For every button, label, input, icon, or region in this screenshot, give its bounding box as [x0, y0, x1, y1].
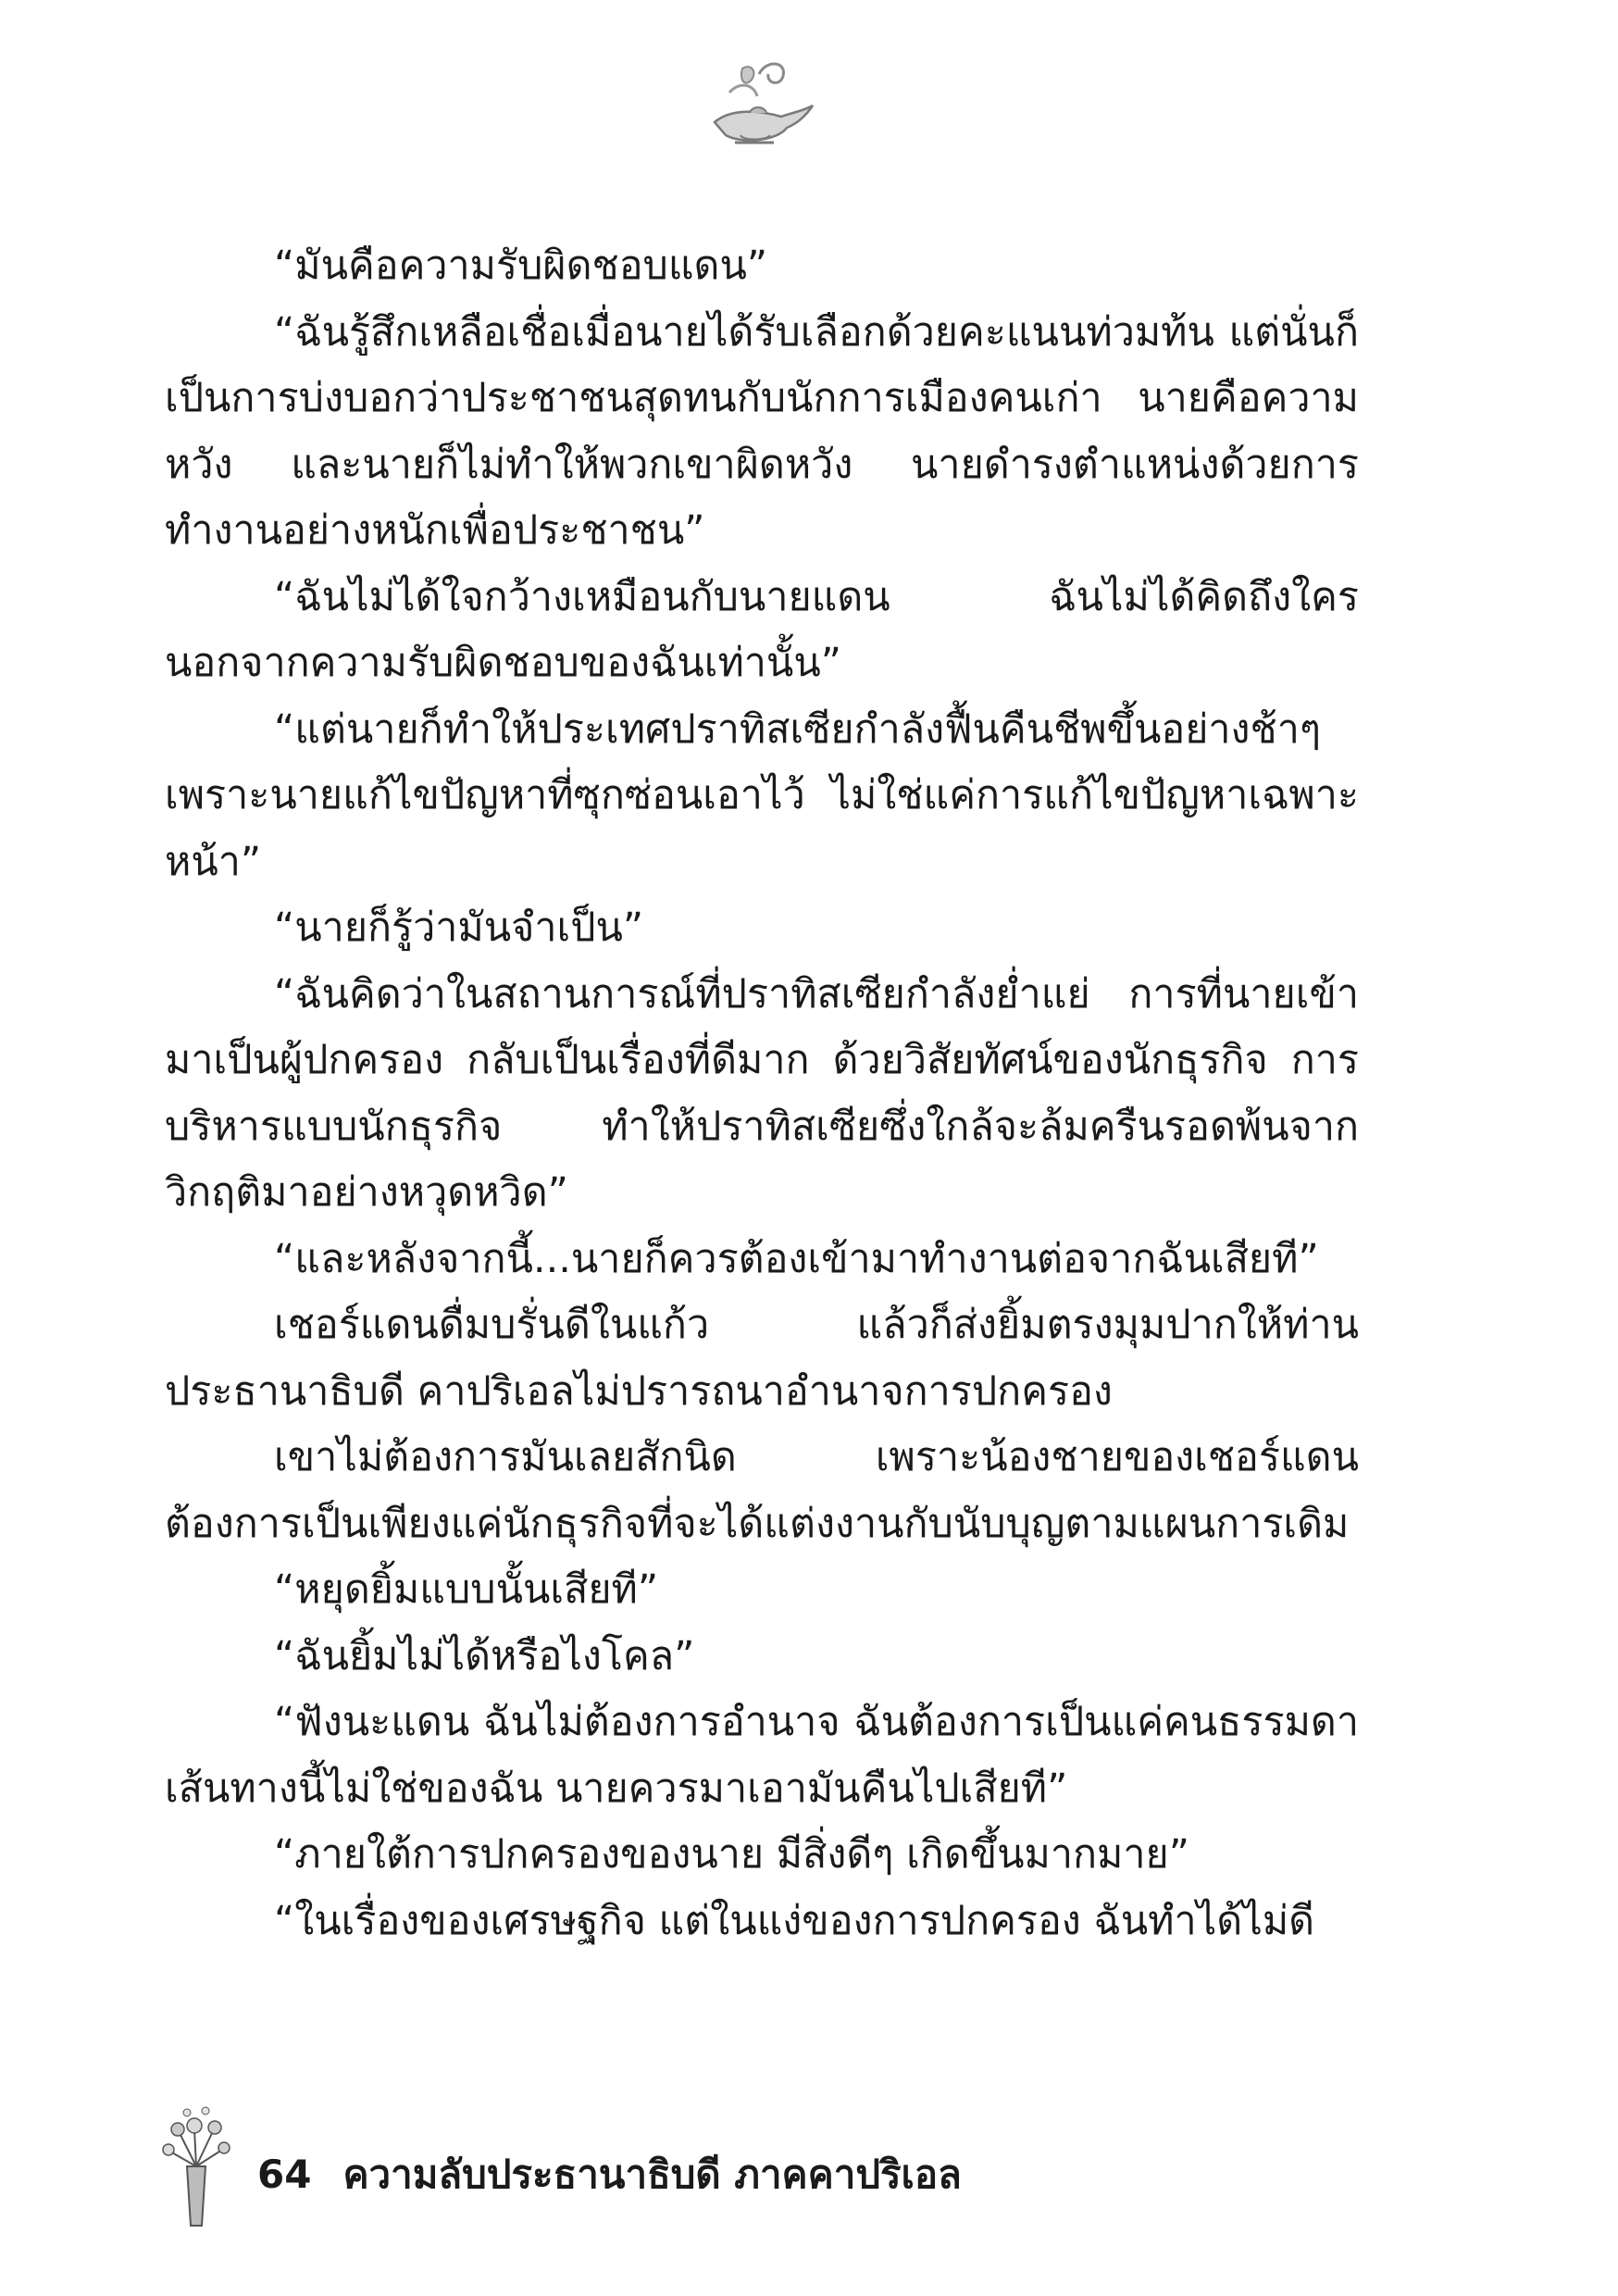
body-text — [165, 233, 1359, 1954]
paragraph: “นายก็รู้ว่ามันจำเป็น” — [274, 905, 644, 951]
paragraph: “หยุดยิ้มแบบนั้นเสียที” — [274, 1566, 659, 1613]
paragraph: “ฉันยิ้มไม่ได้หรือไงโคล” — [274, 1632, 695, 1679]
paragraph: “และหลังจากนี้...นายก็ควรต้องเข้ามาทำงานต่อจากฉันเสียที” — [274, 1235, 1319, 1282]
paragraph: “ในเรื่องของเศรษฐกิจ แต่ในแง่ของการปกครอง ฉันทำได้ไม่ดี — [274, 1897, 1315, 1944]
paragraph: “แต่นายก็ทำให้ประเทศปราทิสเซียกำลังฟื้นคืนชีพขึ้นอย่างช้าๆ เพราะนายแก้ไขปัญหาที่ซุกซ่อนเอาไว้ ไม่ใช่แค่การแก้ไขปัญหาเฉพาะหน้า” — [165, 705, 1359, 885]
paragraph: เชอร์แดนดื่มบรั่นดีในแก้ว แล้วก็ส่งยิ้มตรงมุมปากให้ท่านประธานาธิบดี คาปริเอลไม่ปรารถนาอำนาจการปกครอง — [165, 1302, 1359, 1415]
paragraph: “ฟังนะแดน ฉันไม่ต้องการอำนาจ ฉันต้องการเป็นแค่คนธรรมดาเส้นทางนี้ไม่ใช่ของฉัน นายควรมาเอามันคืนไปเสียที” — [165, 1699, 1359, 1812]
flower-vase-icon — [159, 2102, 233, 2231]
paragraph: “ฉันรู้สึกเหลือเชื่อเมื่อนายได้รับเลือกด้วยคะแนนท่วมท้น แต่นั่นก็เป็นการบ่งบอกว่าประชาชนสุดทนกับนักการเมืองคนเก่า นายคือความหวัง และนายก็ไม่ทำให้พวกเขาผิดหวัง นายดำรงตำแหน่งด้วยการทำงานอย่างหนักเพื่อประชาชน” — [165, 308, 1359, 554]
paragraph: “ฉันไม่ได้ใจกว้างเหมือนกับนายแดน ฉันไม่ได้คิดถึงใคร นอกจากความรับผิดชอบของฉันเท่านั้น” — [165, 573, 1359, 686]
paragraph: “มันคือความรับผิดชอบแดน” — [274, 243, 768, 289]
genie-lamp-icon — [702, 56, 822, 157]
paragraph: เขาไม่ต้องการมันเลยสักนิด เพราะน้องชายของเชอร์แดนต้องการเป็นเพียงแค่นักธุรกิจที่จะได้แต่งงานกับนับบุญตามแผนการเดิม — [165, 1434, 1359, 1547]
paragraph: “ภายใต้การปกครองของนาย มีสิ่งดีๆ เกิดขึ้นมากมาย” — [274, 1831, 1189, 1878]
page-footer — [257, 2142, 962, 2207]
paragraph: “ฉันคิดว่าในสถานการณ์ที่ปราทิสเซียกำลังย่ำแย่ การที่นายเข้ามาเป็นผู้ปกครอง กลับเป็นเรื่องที่ดีมาก ด้วยวิสัยทัศน์ของนักธุรกิจ การบริหารแบบนักธุรกิจ ทำให้ปราทิสเซียซึ่งใกล้จะล้มครืนรอดพ้นจากวิกฤติมาอย่างหวุดหวิด” — [165, 970, 1359, 1216]
book-title: ความลับประธานาธิบดี ภาคคาปริเอล — [342, 2152, 962, 2197]
page-number: 64 — [257, 2152, 312, 2197]
